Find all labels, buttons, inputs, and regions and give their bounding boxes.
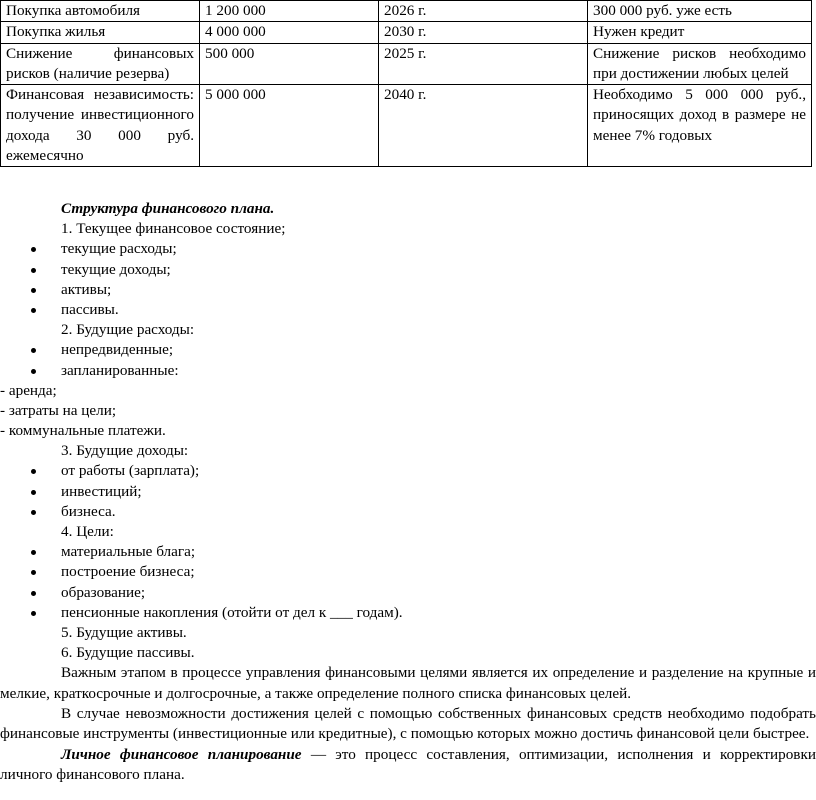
section-6-title: 6. Будущие пассивы.	[61, 644, 195, 662]
table-row	[1, 43, 812, 85]
section-5-title: 5. Будущие активы.	[61, 623, 187, 641]
table-row	[1, 85, 812, 167]
list-item: образование;	[0, 583, 816, 603]
table-cell-amount: 5 000 000	[200, 85, 379, 167]
paragraph-definition	[0, 745, 816, 786]
table-cell-year: 2040 г.	[379, 85, 588, 167]
table-cell-goal: Финансовая независимость: получение инвестиционного дохода 30 000 руб. ежемесячно	[1, 85, 200, 167]
list-item: текущие расходы;	[0, 239, 816, 259]
bullet-icon	[31, 268, 36, 273]
list-item: бизнеса.	[0, 502, 816, 522]
table-cell-note: Снижение рисков необходимо при достижении любых целей	[588, 43, 812, 85]
bullet-icon	[31, 570, 36, 575]
table-cell-amount: 500 000	[200, 43, 379, 85]
plan-structure	[0, 199, 816, 785]
section-3-title: 3. Будущие доходы:	[61, 442, 189, 460]
list-item: построение бизнеса;	[0, 562, 816, 582]
bullet-icon	[31, 247, 36, 252]
sub-list-item: - аренда;	[0, 381, 57, 399]
table-cell-amount: 1 200 000	[200, 1, 379, 22]
list-item: материальные блага;	[0, 542, 816, 562]
definition-text: — это процесс составления, оптимизации, исполнения и корректировки личного финансового плана.	[0, 745, 816, 783]
bullet-icon	[31, 510, 36, 515]
defined-term: Личное финансовое планирование	[61, 745, 302, 763]
table-cell-amount: 4 000 000	[200, 22, 379, 43]
list-item: текущие доходы;	[0, 260, 816, 280]
bullet-icon	[31, 369, 36, 374]
table-cell-goal: Покупка жилья	[1, 22, 200, 43]
bullet-icon	[31, 288, 36, 293]
section-heading: Структура финансового плана.	[61, 200, 275, 217]
sub-list-item: - коммунальные платежи.	[0, 422, 166, 440]
bullet-icon	[31, 611, 36, 616]
table-cell-goal: Снижение финансовых рисков (наличие резерва)	[1, 43, 200, 85]
paragraph: В случае невозможности достижения целей с помощью собственных финансовых средств необходимо подобрать финансовые инструменты (инвестиционные или кредитные), с помощью которых можно достичь финансовой цели быстрее.	[0, 704, 816, 743]
sub-list-item: - затраты на цели;	[0, 401, 117, 419]
list-item: пенсионные накопления (отойти от дел к ___ годам).	[0, 603, 816, 623]
bullet-icon	[31, 469, 36, 474]
table-cell-note: Нужен кредит	[588, 22, 812, 43]
bullet-icon	[31, 308, 36, 313]
list-item: пассивы.	[0, 300, 816, 320]
list-item: от работы (зарплата);	[0, 461, 816, 481]
section-4-title: 4. Цели:	[61, 523, 114, 540]
bullet-icon	[31, 550, 36, 555]
list-item: инвестиций;	[0, 482, 816, 502]
table-cell-year: 2026 г.	[379, 1, 588, 22]
table-cell-year: 2025 г.	[379, 43, 588, 85]
table-row	[1, 22, 812, 43]
list-item: запланированные:	[0, 361, 816, 381]
bullet-icon	[31, 490, 36, 495]
table-row	[1, 1, 812, 22]
table-cell-note: 300 000 руб. уже есть	[588, 1, 812, 22]
list-item: непредвиденные;	[0, 340, 816, 360]
table-cell-year: 2030 г.	[379, 22, 588, 43]
section-1-title: 1. Текущее финансовое состояние;	[61, 220, 286, 238]
section-2-title: 2. Будущие расходы:	[61, 321, 195, 339]
table-cell-note: Необходимо 5 000 000 руб., приносящих доход в размере не менее 7% годовых	[588, 85, 812, 167]
financial-goals-table	[0, 0, 812, 167]
paragraph: Важным этапом в процессе управления финансовыми целями является их определение и разделение на крупные и мелкие, краткосрочные и долгосрочные, а также определение полного списка финансовых целей.	[0, 664, 816, 702]
table-cell-goal: Покупка автомобиля	[1, 1, 200, 22]
list-item: активы;	[0, 280, 816, 300]
bullet-icon	[31, 348, 36, 353]
bullet-icon	[31, 591, 36, 596]
